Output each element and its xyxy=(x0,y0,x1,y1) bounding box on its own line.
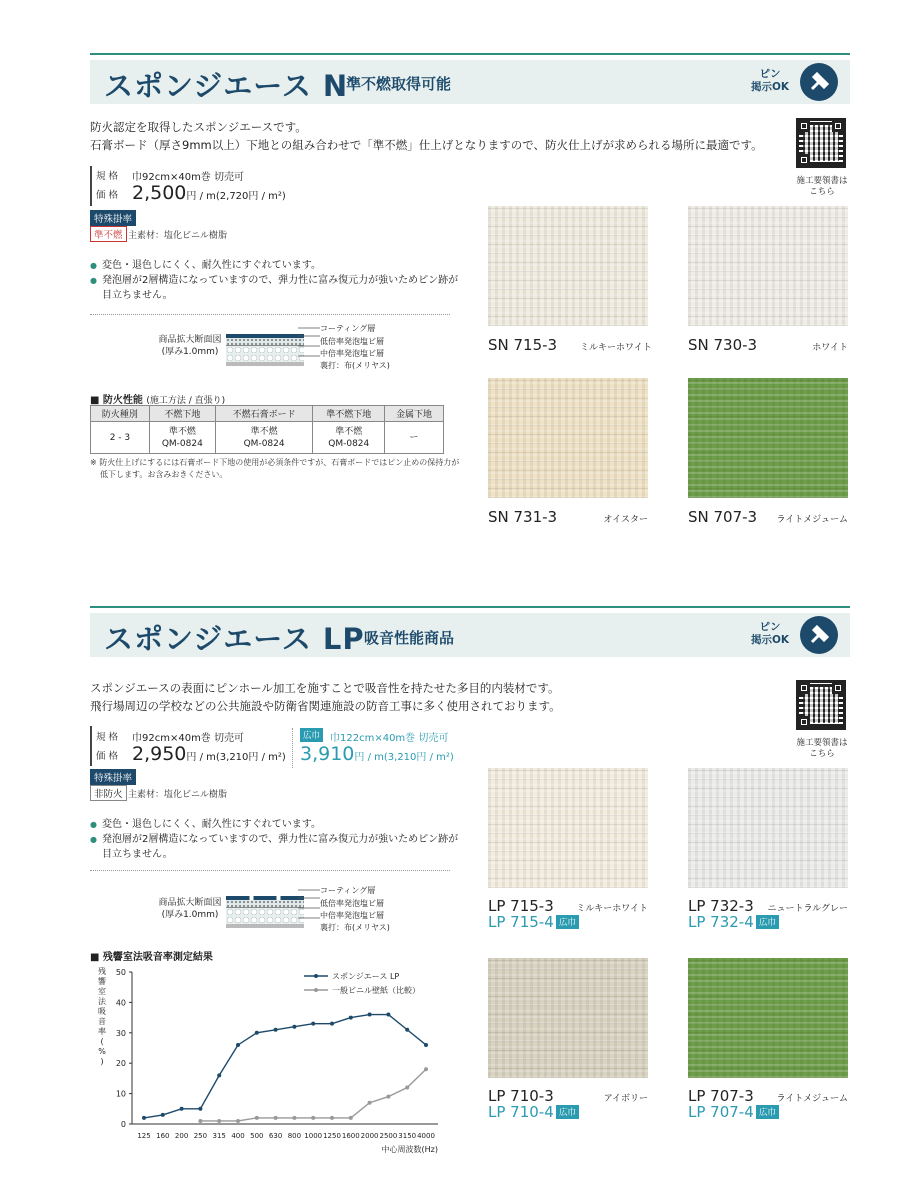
series-line xyxy=(144,1015,426,1118)
feature-item: ● 発泡層が2層構造になっていますので、弾力性に富み復元力が強いためピン跡が xyxy=(90,832,458,847)
wide-tag: 広巾 xyxy=(556,1105,579,1119)
swatch-code: SN 730-3 xyxy=(688,336,758,354)
layer-backing: 裏打：布(メリヤス) xyxy=(320,361,390,370)
qr-code-lp[interactable] xyxy=(796,680,850,734)
data-point xyxy=(349,1116,353,1120)
fire-note: ※ 防火仕上げにするには石膏ボード下地の使用が必須条件ですが、石膏ボードではピン止めの保持力が 低下します。お含みおきください。 xyxy=(90,458,460,479)
material: 主素材：塩化ビニル樹脂 xyxy=(128,790,228,800)
table-header: 不燃下地 xyxy=(149,406,215,422)
data-point xyxy=(142,1116,146,1120)
y-axis-label-char: ( xyxy=(100,1037,104,1046)
x-tick-label: 3150 xyxy=(398,1132,417,1140)
y-axis-label-char: 室 xyxy=(98,987,106,996)
swatch-lp710[interactable] xyxy=(488,958,648,1078)
data-point xyxy=(405,1028,409,1032)
data-point xyxy=(330,1116,334,1120)
x-tick-label: 250 xyxy=(193,1132,208,1140)
layer-low-foam: 低倍率発泡塩ビ層 xyxy=(320,337,384,346)
qr-label-n: 施工要領書は こちら xyxy=(796,176,848,197)
swatch-sn715[interactable] xyxy=(488,206,648,326)
wide-tag: 広巾 xyxy=(300,728,323,742)
x-tick-label: 400 xyxy=(231,1132,245,1140)
cross-section-title: 商品拡大断面図 (厚み1.0mm) xyxy=(158,898,222,920)
data-point xyxy=(292,1116,296,1120)
x-tick-label: 4000 xyxy=(417,1132,435,1140)
data-point xyxy=(161,1113,165,1117)
badge-fire-rating: 準不燃 xyxy=(90,226,127,242)
y-axis-label-char: % xyxy=(98,1047,106,1056)
x-tick-label: 2500 xyxy=(379,1132,398,1140)
layer-low-foam: 低倍率発泡塩ビ層 xyxy=(320,899,384,908)
feature-item: ● 変色・退色しにくく、耐久性にすぐれています。 xyxy=(90,258,458,273)
section-lp-title: スポンジエース LP xyxy=(104,622,365,656)
swatch-lp707[interactable] xyxy=(688,958,848,1078)
layer-mid-foam: 中倍率発泡塩ビ層 xyxy=(320,911,384,920)
section-n-top-rule xyxy=(90,53,850,55)
spec-key-size: 規格 xyxy=(96,171,122,182)
data-point xyxy=(274,1028,278,1032)
x-tick-label: 500 xyxy=(250,1132,264,1140)
swatch-code-wide: LP 715-4 xyxy=(488,913,554,931)
cross-section-leaders xyxy=(290,882,320,932)
x-tick-label: 2000 xyxy=(360,1132,379,1140)
table-cell: 準不燃 QM-0824 xyxy=(313,422,385,454)
swatch-color-name: ミルキーホワイト xyxy=(576,904,648,914)
section-n-title: スポンジエース N xyxy=(104,69,349,103)
section-lp-desc-2: 飛行場周辺の学校などの公共施設や防衛省関連施設の防音工事に多く使用されております。 xyxy=(90,699,561,713)
x-tick-label: 160 xyxy=(156,1132,170,1140)
fire-performance-heading: ■ 防火性能 (施工方法 / 直張り) xyxy=(90,395,226,406)
table-header: 不燃石膏ボード xyxy=(215,406,313,422)
table-cell: 準不燃 QM-0824 xyxy=(149,422,215,454)
swatch-color-name: ホワイト xyxy=(812,343,848,353)
swatch-color-name: ライトメジューム xyxy=(776,1094,848,1104)
swatch-code-wide: LP 732-4 xyxy=(688,913,754,931)
chart-heading: ■ 残響室法吸音率測定結果 xyxy=(90,952,213,963)
data-point xyxy=(368,1101,372,1105)
layer-mid-foam: 中倍率発泡塩ビ層 xyxy=(320,349,384,358)
wide-spec: 巾122cm×40m巻 切売可 xyxy=(330,733,449,744)
feature-item: ● 発泡層が2層構造になっていますので、弾力性に富み復元力が強いためピン跡が xyxy=(90,273,458,288)
pin-label: ピン 掲示OK xyxy=(750,68,790,93)
section-n-desc-2: 石膏ボード（厚さ9mm以上）下地との組み合わせで「準不燃」仕上げとなりますので、防火仕上げが求められる場所に最適です。 xyxy=(90,138,763,152)
pin-label: ピン 掲示OK xyxy=(750,621,790,646)
series-line xyxy=(200,1069,426,1121)
pin-icon xyxy=(800,616,838,654)
table-cell: ー xyxy=(385,422,444,454)
y-axis-label-char: ) xyxy=(100,1057,104,1066)
cross-section-title: 商品拡大断面図 (厚み1.0mm) xyxy=(158,335,222,357)
legend-marker xyxy=(314,974,318,978)
swatch-code: SN 731-3 xyxy=(488,508,558,526)
data-point xyxy=(236,1043,240,1047)
table-row xyxy=(91,422,444,454)
section-lp-subtitle: 吸音性能商品 xyxy=(364,629,455,647)
qr-label-lp: 施工要領書は こちら xyxy=(796,738,848,759)
spec-size: 巾92cm×40m巻 切売可 xyxy=(132,733,244,744)
table-cell: 準不燃 QM-0824 xyxy=(215,422,313,454)
y-axis-label-char: 響 xyxy=(98,977,106,986)
data-point xyxy=(198,1119,202,1123)
swatch-code-wide: LP 707-4 xyxy=(688,1103,754,1121)
x-tick-label: 800 xyxy=(287,1132,302,1140)
section-n-desc-1: 防火認定を取得したスポンジエースです。 xyxy=(90,120,307,134)
feature-list-lp xyxy=(90,817,458,862)
swatch-lp715[interactable] xyxy=(488,768,648,888)
swatch-code: LP 707-3 xyxy=(688,1087,754,1105)
y-axis-label-char: 法 xyxy=(98,997,106,1006)
data-point xyxy=(198,1107,202,1111)
data-point xyxy=(255,1116,259,1120)
spec-size: 巾92cm×40m巻 切売可 xyxy=(132,172,244,183)
table-header: 防火種別 xyxy=(91,406,150,422)
badge-fire-rating: 非防火 xyxy=(90,785,127,801)
wide-tag: 広巾 xyxy=(556,915,579,929)
data-point xyxy=(349,1016,353,1020)
badge-special-rate: 特殊掛率 xyxy=(90,210,136,226)
wide-tag: 広巾 xyxy=(756,915,779,929)
badge-special-rate: 特殊掛率 xyxy=(90,769,136,785)
data-point xyxy=(180,1107,184,1111)
feature-item: 目立ちません。 xyxy=(102,849,173,860)
spec-bar xyxy=(90,166,92,206)
data-point xyxy=(236,1119,240,1123)
data-point xyxy=(311,1022,315,1026)
price: 2,950円 / m(3,210円 / m²) xyxy=(132,743,286,765)
data-point xyxy=(292,1025,296,1029)
data-point xyxy=(424,1043,428,1047)
section-lp-desc-1: スポンジエースの表面にピンホール加工を施すことで吸音性を持たせた多目的内装材です。 xyxy=(90,681,560,695)
swatch-color-name: アイボリー xyxy=(603,1094,648,1104)
swatch-lp732[interactable] xyxy=(688,768,848,888)
y-tick-label: 0 xyxy=(120,1120,126,1129)
spec-bar xyxy=(90,726,92,766)
swatch-sn731[interactable] xyxy=(488,378,648,498)
data-point xyxy=(386,1013,390,1017)
x-tick-label: 630 xyxy=(268,1132,283,1140)
feature-item: 目立ちません。 xyxy=(102,290,173,301)
table-header: 準不燃下地 xyxy=(313,406,385,422)
data-point xyxy=(217,1119,221,1123)
y-tick-label: 50 xyxy=(115,968,126,977)
data-point xyxy=(386,1095,390,1099)
section-n-subtitle: 準不燃取得可能 xyxy=(346,75,452,93)
qr-code-n[interactable] xyxy=(796,118,850,172)
legend-label: スポンジエース LP xyxy=(332,972,400,981)
wide-price: 3,910円 / m(3,210円 / m²) xyxy=(300,743,454,765)
material: 主素材：塩化ビニル樹脂 xyxy=(128,231,228,241)
data-point xyxy=(255,1031,259,1035)
y-axis-label-char: 残 xyxy=(98,967,106,976)
dotted-divider xyxy=(90,870,450,871)
y-tick-label: 40 xyxy=(115,998,126,1008)
absorption-chart xyxy=(88,962,458,1158)
y-axis-label-char: 吸 xyxy=(98,1007,106,1016)
dotted-divider xyxy=(90,314,450,315)
section-lp-top-rule xyxy=(90,606,850,608)
x-tick-label: 1000 xyxy=(304,1132,323,1140)
spec-key-price: 価格 xyxy=(96,751,122,762)
x-tick-label: 1250 xyxy=(323,1132,341,1140)
swatch-code: SN 707-3 xyxy=(688,508,758,526)
y-tick-label: 20 xyxy=(115,1059,126,1069)
swatch-code: LP 710-3 xyxy=(488,1087,554,1105)
legend-label: 一般ビニル壁紙（比較） xyxy=(332,986,420,995)
pin-icon xyxy=(800,63,838,101)
swatch-code: SN 715-3 xyxy=(488,336,558,354)
spec-key-price: 価格 xyxy=(96,190,122,201)
pin-ok-badge xyxy=(746,62,842,102)
layer-coating: コーティング層 xyxy=(320,324,376,333)
y-tick-label: 10 xyxy=(115,1089,126,1099)
data-point xyxy=(424,1067,428,1071)
x-tick-label: 125 xyxy=(137,1132,151,1140)
swatch-code-wide: LP 710-4 xyxy=(488,1103,554,1121)
layer-backing: 裏打：布(メリヤス) xyxy=(320,923,390,932)
swatch-color-name: ミルキーホワイト xyxy=(580,343,652,353)
fire-performance-table xyxy=(90,405,444,454)
wide-divider xyxy=(292,728,293,768)
swatch-color-name: ライトメジューム xyxy=(776,515,848,525)
y-axis-label-char: 音 xyxy=(98,1017,106,1026)
swatch-sn730[interactable] xyxy=(688,206,848,326)
legend-marker xyxy=(314,988,318,992)
wide-tag: 広巾 xyxy=(756,1105,779,1119)
price: 2,500円 / m(2,720円 / m²) xyxy=(132,182,286,204)
y-tick-label: 30 xyxy=(115,1028,126,1038)
pin-ok-badge xyxy=(746,615,842,655)
layer-coating: コーティング層 xyxy=(320,886,376,895)
swatch-color-name: ニュートラルグレー xyxy=(767,904,848,914)
y-axis-label-char: 率 xyxy=(98,1027,106,1036)
cross-section-leaders xyxy=(290,320,320,370)
table-header: 金属下地 xyxy=(385,406,444,422)
x-tick-label: 1600 xyxy=(341,1132,360,1140)
swatch-code: LP 732-3 xyxy=(688,897,754,915)
data-point xyxy=(274,1116,278,1120)
data-point xyxy=(368,1013,372,1017)
data-point xyxy=(405,1086,409,1090)
spec-key-size: 規格 xyxy=(96,732,122,743)
feature-item: ● 変色・退色しにくく、耐久性にすぐれています。 xyxy=(90,817,458,832)
x-tick-label: 315 xyxy=(212,1132,226,1140)
data-point xyxy=(311,1116,315,1120)
swatch-code: LP 715-3 xyxy=(488,897,554,915)
x-axis-label: 中心周波数(Hz) xyxy=(381,1145,438,1154)
table-cell: 2 - 3 xyxy=(91,422,150,454)
swatch-color-name: オイスター xyxy=(603,515,648,525)
data-point xyxy=(217,1073,221,1077)
x-tick-label: 200 xyxy=(174,1132,189,1140)
data-point xyxy=(330,1022,334,1026)
feature-list-n xyxy=(90,258,458,303)
swatch-sn707[interactable] xyxy=(688,378,848,498)
